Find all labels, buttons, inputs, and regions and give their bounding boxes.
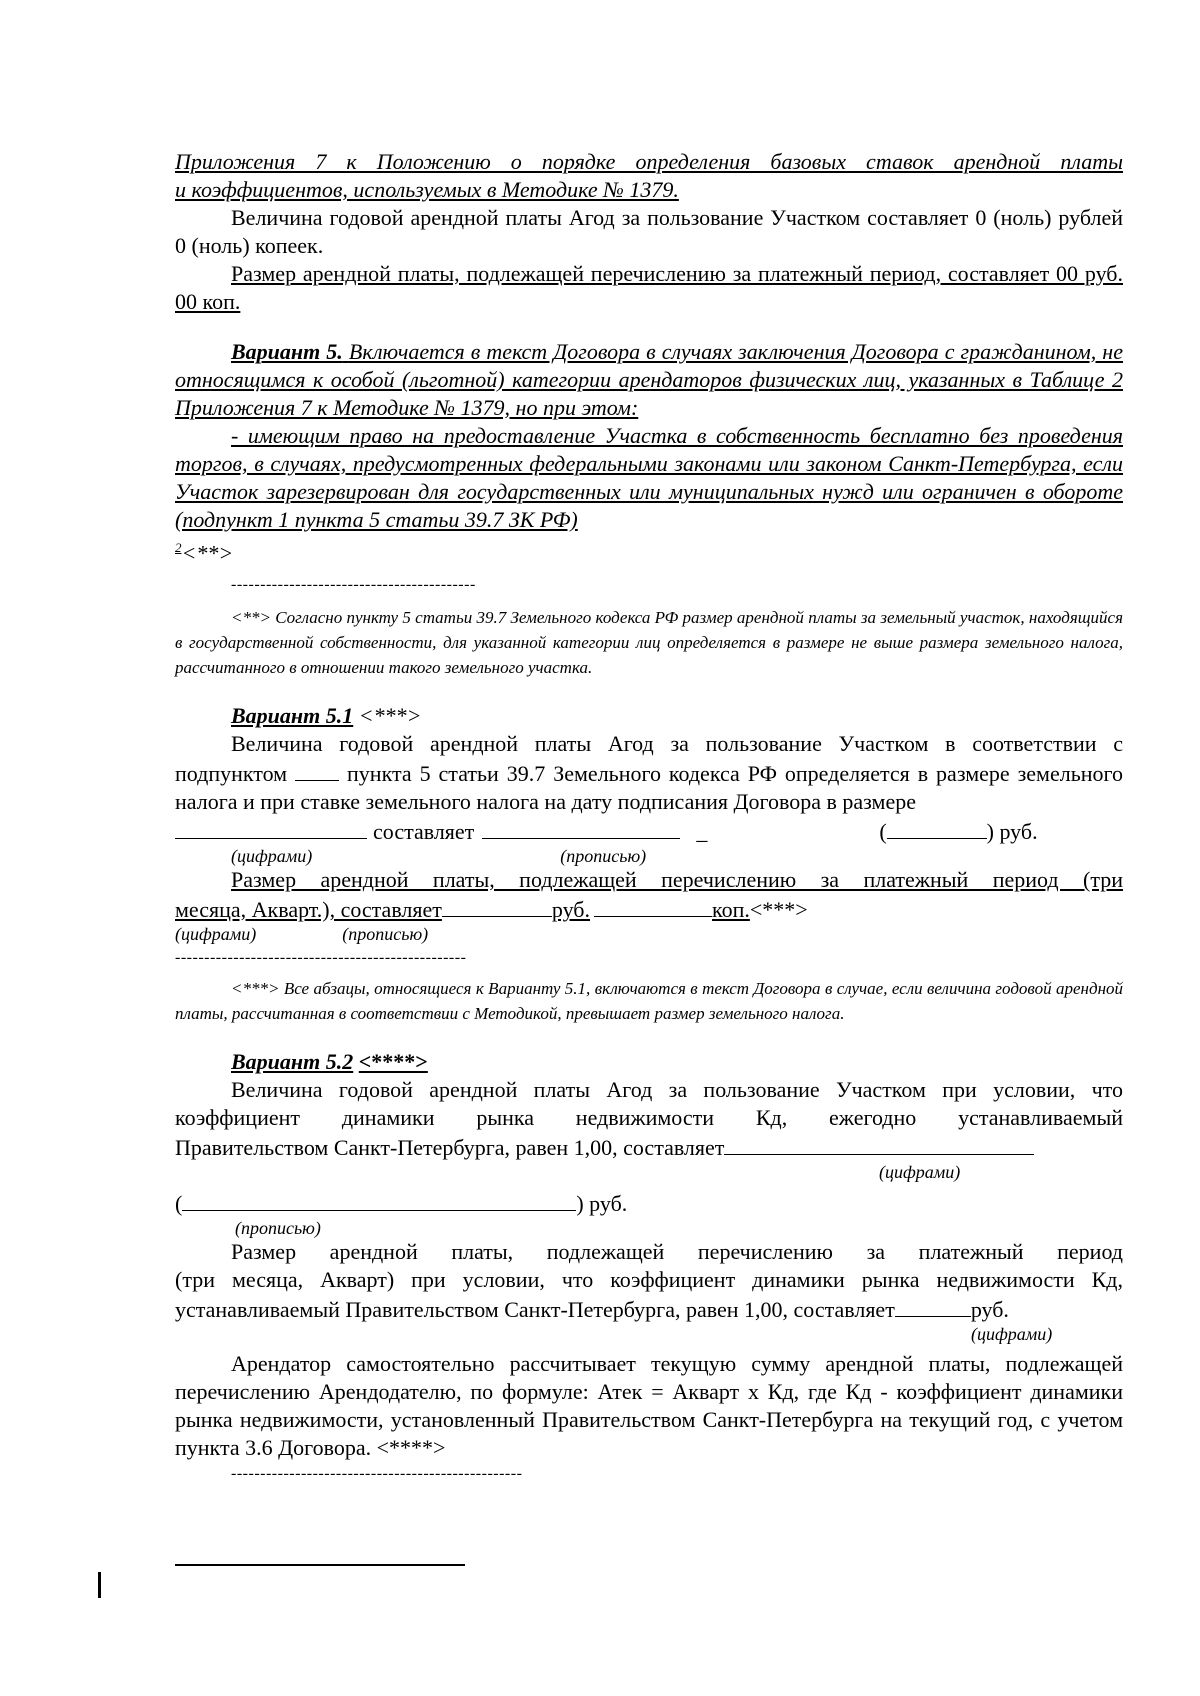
amount-words-blank[interactable] [482, 816, 680, 839]
variant-5-2-period-text: устанавливаемый Правительством Санкт-Петербурга, равен 1,00, составляет [175, 1297, 895, 1323]
appendix-ref-line-1: Приложения 7 к Положению о порядке определения базовых ставок арендной платы [175, 149, 1123, 174]
variant-5-2-text: Правительством Санкт-Петербурга, равен 1,00, составляет [175, 1135, 725, 1161]
footnote-separator-2: -------------------------------------------------- [175, 949, 467, 967]
annual-words-blank[interactable] [182, 1188, 576, 1211]
paren-open: ( [879, 819, 887, 845]
hint-digits-3: (цифрами) [879, 1162, 961, 1183]
variant-5-1-period-line-2 [175, 894, 1123, 924]
variant-5-2-period-line-1: Размер арендной платы, подлежащей перечислению за платежный период [231, 1239, 1123, 1265]
hint-words: (прописью) [560, 846, 647, 867]
variant-5-1-heading [175, 702, 1123, 730]
kop-digits-blank[interactable] [594, 894, 712, 917]
variant-5-2-line-2: коэффициент динамики рынка недвижимости Кд, ежегодно устанавливаемый [175, 1105, 1123, 1131]
hint-digits-2: (цифрами) [175, 924, 257, 945]
rub-label-2: ) руб. [576, 1191, 628, 1217]
hint-row-2 [175, 924, 1123, 944]
variant-5-item: - имеющим право на предоставление Участка в собственность бесплатно без проведения торгов, в случаях, предусмотренных федеральными законами или законом Санкт-Петербурга, если Участок зарезервирован для государственных или муниципальных нужд или ограничен в обороте (подпункт 1 пункта 5 статьи 39.7 ЗК РФ) [175, 423, 1123, 532]
variant-5-2-line-3 [175, 1132, 1123, 1162]
subparagraph-blank[interactable] [295, 758, 339, 781]
variant-5-2-period-line-3 [175, 1294, 1123, 1324]
rub-label: ) руб. [986, 819, 1038, 845]
paren-open-2: ( [175, 1191, 183, 1217]
spacer [175, 680, 1123, 702]
variant-5-1-text-a: Величина годовой арендной платы Агод за пользование Участком в соответствии с подпунктом [175, 731, 1123, 787]
period-rub-2: руб. [970, 1297, 1009, 1323]
variant-5-1-paragraph [175, 730, 1123, 816]
variant-5-text: Включается в текст Договора в случаях заключения Договора с гражданином, не относящимся к особой (льготной) категории арендаторов физических лиц, указанных в Таблице 2 Приложения 7 к Методике № 1379, но при этом: [175, 339, 1123, 420]
text-cursor-bar [98, 1572, 101, 1598]
tenant-formula-paragraph: Арендатор самостоятельно рассчитывает текущую сумму арендной платы, подлежащей перечислению Арендодателю, по формуле: Атек = Акварт х Кд, где Кд - коэффициент динамики рынка недвижимости, установленный Правительством Санкт-Петербурга на текущий год, с учетом пункта 3.6 Договора. <****> [175, 1351, 1123, 1461]
variant-5-1-mark: <***> [353, 703, 422, 729]
variant-5-paragraph [175, 338, 1123, 422]
variant-5-1-text-b: пункта 5 статьи 39.7 Земельного кодекса РФ определяется в размере земельного налога и при ставке земельного налога на дату подписания Договора в размере [175, 761, 1124, 815]
amount-digits-blank[interactable] [887, 816, 987, 839]
sostavlyaet-label: составляет [373, 819, 475, 845]
hint-digits-4: (цифрами) [971, 1324, 1053, 1345]
footnote-rule [175, 1564, 465, 1566]
annual-rent-paragraph: Величина годовой арендной платы Агод за пользование Участком составляет 0 (ноль) рублей 0 (ноль) копеек. [175, 205, 1123, 258]
annual-digits-blank[interactable] [724, 1132, 1034, 1155]
variant-5-1-label: Вариант 5.1 [231, 703, 354, 729]
variant-5-2-words-row [175, 1188, 1123, 1218]
period-rent-paragraph: Размер арендной платы, подлежащей перечислению за платежный период, составляет 00 руб. 00 коп. [175, 261, 1123, 314]
variant-5-1-period-line-1: Размер арендной платы, подлежащей перечислению за платежный период (три [231, 867, 1123, 893]
footnote-2: <**> Согласно пункту 5 статьи 39.7 Земельного кодекса РФ размер арендной платы за земельный участок, находящийся в государственной собственности, для указанной категории лиц определяется в размере не выше размера земельного налога, рассчитанного в отношении такого земельного участка. [175, 608, 1123, 678]
spacer [175, 316, 1123, 338]
rate-digits-blank[interactable] [175, 816, 367, 839]
spacer [175, 1026, 1123, 1048]
hint-words-3: (прописью) [235, 1218, 321, 1239]
variant-5-2-mark: <****> [358, 1049, 428, 1075]
period-digits-blank[interactable] [895, 1294, 971, 1317]
appendix-ref-line-2: и коэффициентов, используемых в Методике № 1379. [175, 177, 679, 202]
variant-5-1-fill-row [175, 816, 1123, 846]
period-rub: руб. [551, 897, 591, 923]
period-kop: коп. [712, 897, 750, 923]
variant-5-label: Вариант 5. [231, 339, 343, 364]
footnote-mark: <**> [181, 540, 234, 566]
document-page [175, 148, 1123, 1484]
variant-5-2-label: Вариант 5.2 [231, 1049, 354, 1075]
footnote-3: <***> Все абзацы, относящиеся к Варианту 5.1, включаются в текст Договора в случае, если величина годовой арендной платы, рассчитанная в соответствии с Методикой, превышает размер земельного налога. [175, 979, 1123, 1024]
period-mark: <***> [749, 897, 808, 923]
hint-digits: (цифрами) [231, 846, 313, 867]
hint-words-2: (прописью) [342, 924, 429, 945]
minus-sign: _ [696, 819, 708, 845]
variant-5-2-period-line-2: (три месяца, Акварт) при условии, что коэффициент динамики рынка недвижимости Кд, [175, 1267, 1123, 1293]
variant-5-footnote-ref [175, 534, 1123, 567]
hint-row-1 [175, 846, 1123, 866]
period-text: месяца, Акварт.), составляет [175, 897, 442, 923]
rub-digits-blank[interactable] [442, 894, 552, 917]
footnote-number: 2 [175, 540, 182, 555]
footnote-separator-3: -------------------------------------------------- [231, 1465, 523, 1483]
footnote-separator: ------------------------------------------ [231, 576, 476, 594]
variant-5-2-heading [175, 1048, 1123, 1076]
variant-5-2-line-1: Величина годовой арендной платы Агод за пользование Участком при условии, что [231, 1077, 1123, 1103]
